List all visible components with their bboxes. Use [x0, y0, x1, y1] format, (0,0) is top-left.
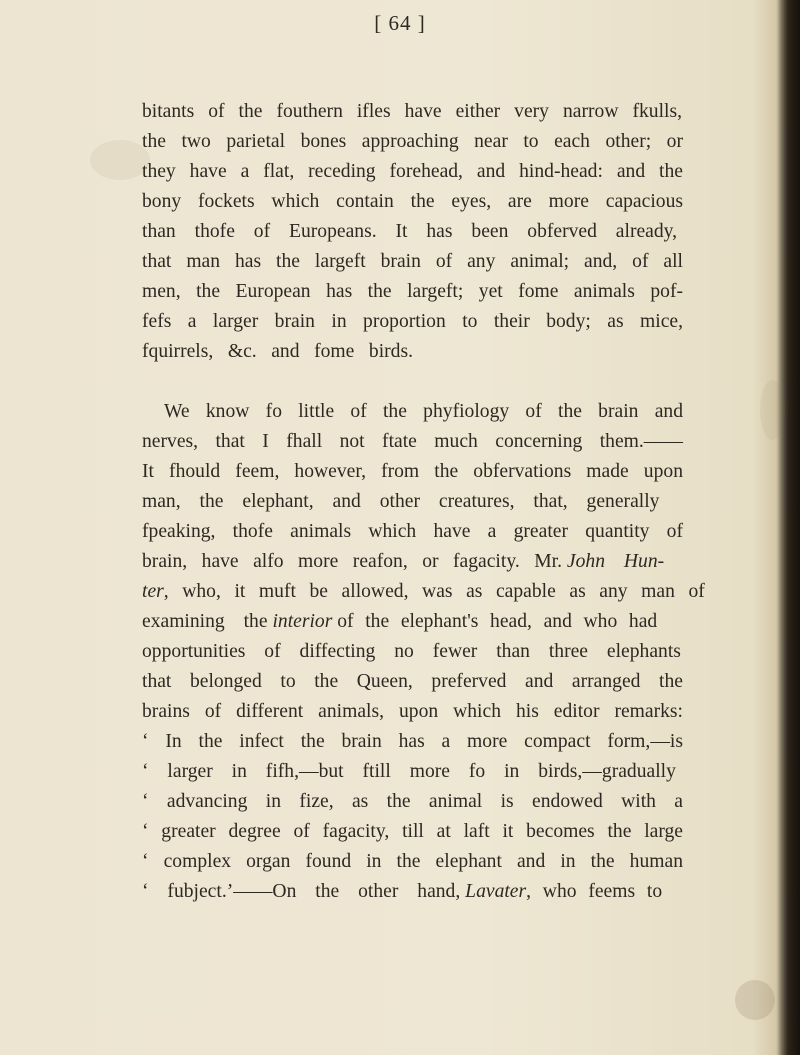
line-text: examining the [142, 611, 268, 632]
text-line [142, 517, 683, 547]
italic-text: John Hun- [566, 551, 665, 572]
line-text: ‘ complex organ found in the elephant and in the human [142, 851, 683, 872]
line-text: fquirrels, &c. and fome birds. [142, 341, 413, 362]
paper-stain [90, 140, 150, 180]
italic-text: ter [142, 581, 164, 602]
line-text: that belonged to the Queen, preferved and arranged the [142, 671, 683, 692]
line-text: fpeaking, thofe animals which have a greater quantity of [142, 521, 683, 542]
text-line [142, 547, 664, 577]
text-line [164, 397, 683, 427]
italic-text: interior [272, 611, 333, 632]
text-line [142, 247, 683, 277]
page-number: [ 64 ] [374, 11, 426, 35]
line-text: , who feems to [526, 881, 663, 902]
text-line [142, 787, 683, 817]
text-line [142, 307, 683, 337]
line-text: bony fockets which contain the eyes, are more capacious [142, 191, 683, 212]
text-line [142, 277, 683, 307]
line-text: ‘ In the infect the brain has a more compact form,—is [142, 731, 683, 752]
line-text: men, the European has the largeft; yet fome animals pof- [142, 281, 683, 302]
line-text: ‘ larger in fifh,—but ftill more fo in birds,—gradually [142, 761, 676, 782]
text-line [142, 847, 683, 877]
line-text: brains of different animals, upon which his editor remarks: [142, 701, 683, 722]
text-line [142, 217, 677, 247]
line-text: that man has the largeft brain of any animal; and, of all [142, 251, 683, 272]
text-line [142, 337, 413, 367]
text-line [142, 127, 683, 157]
line-text: opportunities of diffecting no fewer than three elephants [142, 641, 681, 662]
line-text: ‘ greater degree of fagacity, till at laft it becomes the large [142, 821, 683, 842]
line-text: ‘ advancing in fize, as the animal is endowed with a [142, 791, 683, 812]
line-text: they have a flat, receding forehead, and hind-head: and the [142, 161, 683, 182]
line-text: the two parietal bones approaching near to each other; or [142, 131, 683, 152]
binding-edge-shadow [778, 0, 800, 1055]
line-text: It fhould feem, however, from the obfervations made upon [142, 461, 683, 482]
text-line [142, 697, 683, 727]
text-line [142, 97, 682, 127]
text-line [142, 667, 683, 697]
text-line [142, 757, 676, 787]
text-line [142, 187, 683, 217]
text-line [142, 427, 683, 457]
line-text: bitants of the fouthern ifles have either very narrow fkulls, [142, 101, 682, 122]
text-line [142, 577, 705, 607]
text-line [142, 157, 683, 187]
line-text: man, the elephant, and other creatures, that, generally [142, 491, 660, 512]
line-text: than thofe of Europeans. It has been obferved already, [142, 221, 678, 242]
line-text: nerves, that I fhall not ftate much concerning them.—— [142, 431, 683, 452]
text-line [142, 727, 683, 757]
text-line [142, 877, 662, 907]
text-line [142, 637, 681, 667]
text-line [142, 487, 659, 517]
line-text: of the elephant's head, and who had [337, 611, 658, 632]
line-text: ‘ fubject.’——On the other hand, [142, 881, 461, 902]
paper-stain [735, 980, 775, 1020]
text-line [142, 607, 657, 637]
line-text: fefs a larger brain in proportion to their body; as mice, [142, 311, 683, 332]
line-text: , who, it muft be allowed, was as capable as any man of [163, 581, 705, 602]
text-line [142, 817, 683, 847]
line-text: We know fo little of the phyfiology of the brain and [164, 401, 683, 422]
line-text: brain, have alfo more reafon, or fagacity. Mr. [142, 551, 562, 572]
text-line [142, 457, 683, 487]
italic-text: Lavater [465, 881, 527, 902]
